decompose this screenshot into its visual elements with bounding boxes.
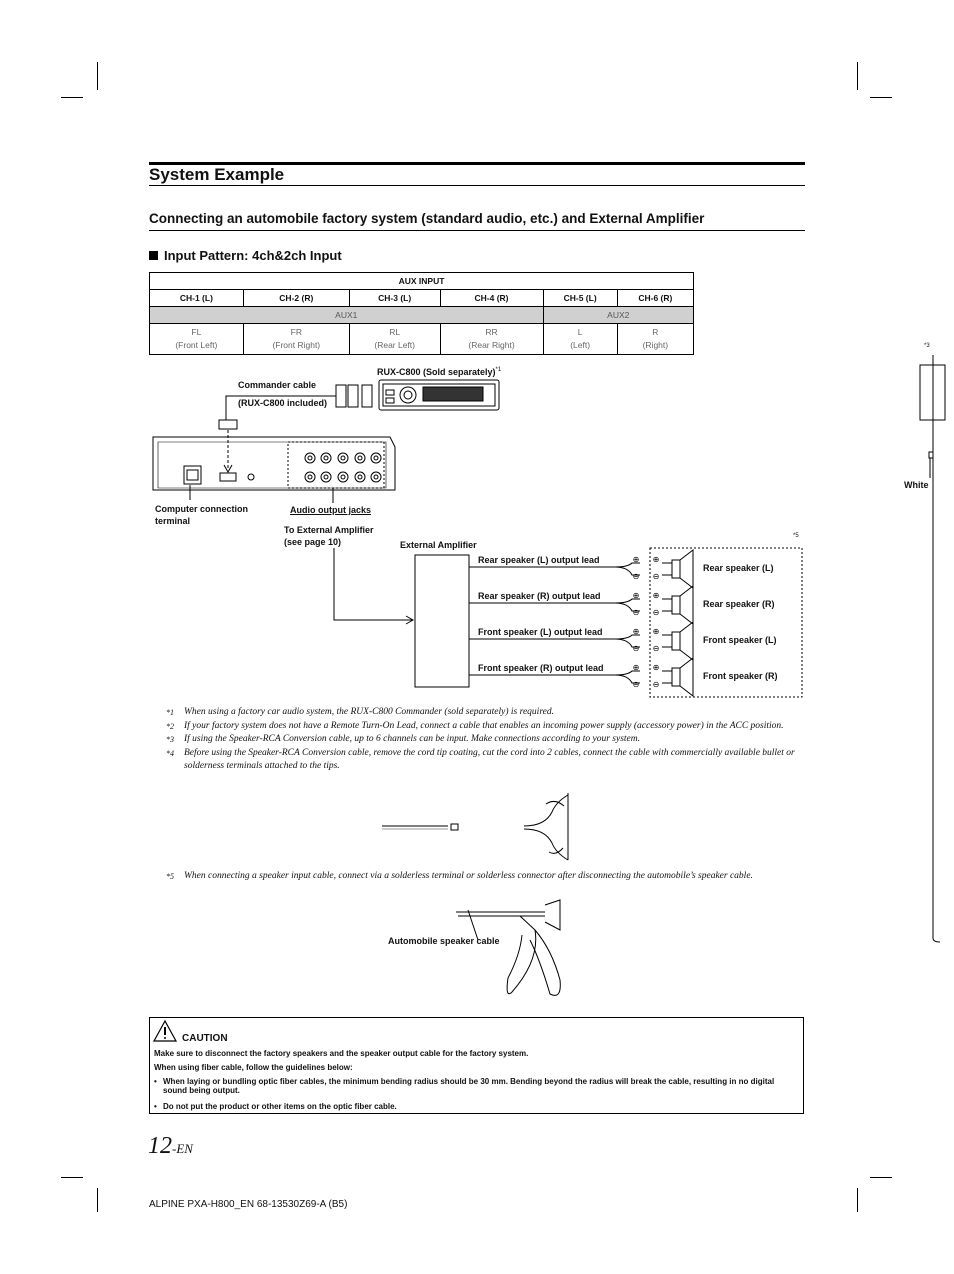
caution-bullet: • When laying or bundling optic fiber cables, the minimum bending radius should be 30 mm. Bending beyond the radius will break the cable, resulting in no digital sound being output. xyxy=(154,1077,775,1095)
channel-header: CH-3 (L) xyxy=(349,290,440,307)
section-title: System Example xyxy=(149,165,285,184)
external-amplifier-label: External Amplifier xyxy=(400,540,477,550)
svg-text:⊕: ⊕ xyxy=(632,555,640,564)
group-aux1: AUX1 xyxy=(150,307,544,324)
speaker-label: Front speaker (L) xyxy=(703,635,777,645)
svg-text:⊖: ⊖ xyxy=(632,608,640,617)
channel-header: CH-5 (L) xyxy=(543,290,617,307)
table-cell: R (Right) xyxy=(617,324,693,355)
commander-included-label: (RUX-C800 included) xyxy=(238,398,328,408)
caution-title: CAUTION xyxy=(182,1033,228,1044)
footnote: *4 Before using the Speaker-RCA Conversion cable, remove the cord tip coating, cut the cord into 2 cables, connect the cable with commercially available bullet or solderness terminals attached to the tips. xyxy=(166,747,795,771)
cord-cut-illustration xyxy=(382,793,568,860)
subtitle: Connecting an automobile factory system (standard audio, etc.) and External Amplifier xyxy=(149,211,705,226)
note3-marker: *3 xyxy=(924,343,930,349)
svg-text:⊖: ⊖ xyxy=(652,644,660,653)
svg-text:⊕: ⊕ xyxy=(652,591,660,600)
computer-connection-label-2: terminal xyxy=(155,516,191,526)
svg-text:⊕: ⊕ xyxy=(632,591,640,600)
svg-text:⊖: ⊖ xyxy=(652,608,660,617)
commander-cable-label: Commander cable xyxy=(238,380,317,390)
pliers-illustration xyxy=(456,900,560,995)
group-aux2: AUX2 xyxy=(543,307,693,324)
footnote-5: *5 When connecting a speaker input cable, connect via a solderless terminal or solderless connector after disconnecting the automobile’s speaker cable. xyxy=(166,871,753,881)
table-cell: FR (Front Right) xyxy=(243,324,349,355)
channel-header: CH-6 (R) xyxy=(617,290,693,307)
caution-line: Make sure to disconnect the factory speakers and the speaker output cable for the factory system. xyxy=(154,1049,529,1058)
caution-line: When using fiber cable, follow the guidelines below: xyxy=(154,1063,353,1072)
rux-label: RUX-C800 (Sold separately)$^{*1}$ xyxy=(377,367,502,377)
speaker-icon xyxy=(662,550,693,588)
rux-c800-unit xyxy=(336,380,499,410)
footer-text: ALPINE PXA-H800_EN 68-13530Z69-A (B5) xyxy=(149,1199,348,1210)
footnote: *1 When using a factory car audio system, the RUX-C800 Commander (sold separately) is required. xyxy=(166,707,555,717)
speaker-label: Front speaker (R) xyxy=(703,671,778,681)
svg-text:⊕: ⊕ xyxy=(652,555,660,564)
channel-header: CH-4 (R) xyxy=(440,290,543,307)
speaker-label: Rear speaker (R) xyxy=(703,599,775,609)
automobile-cable-label: Automobile speaker cable xyxy=(388,936,500,946)
svg-text:⊕: ⊕ xyxy=(652,627,660,636)
page-number: 12-EN xyxy=(148,1133,193,1159)
caution-box xyxy=(149,1017,804,1114)
pattern-title-text: Input Pattern: 4ch&2ch Input xyxy=(164,248,342,263)
note5-marker: *5 xyxy=(793,533,799,539)
speaker-icon xyxy=(662,622,693,660)
lead-label: Rear speaker (R) output lead xyxy=(478,591,601,601)
svg-text:⊖: ⊖ xyxy=(632,572,640,581)
processor-unit xyxy=(153,437,395,490)
table-cell: RR (Rear Right) xyxy=(440,324,543,355)
lead-label: Rear speaker (L) output lead xyxy=(478,555,600,565)
lead-label: Front speaker (L) output lead xyxy=(478,627,603,637)
svg-text:⊕: ⊕ xyxy=(632,627,640,636)
speaker-icon xyxy=(662,658,693,696)
svg-text:⊖: ⊖ xyxy=(632,644,640,653)
external-amplifier-box xyxy=(415,555,469,687)
svg-text:⊖: ⊖ xyxy=(632,680,640,689)
footnote: *2 If your factory system does not have a Remote Turn-On Lead, connect a cable that enables an incoming power supply (accessory power) in the ACC position. xyxy=(166,720,784,731)
svg-text:⊕: ⊕ xyxy=(652,663,660,672)
to-ext-amp-label: To External Amplifier xyxy=(284,525,374,535)
svg-text:⊕: ⊕ xyxy=(632,663,640,672)
white-label: White xyxy=(904,480,929,490)
audio-jacks-label: Audio output jacks xyxy=(290,505,371,515)
table-cell: RL (Rear Left) xyxy=(349,324,440,355)
table-cell: FL (Front Left) xyxy=(150,324,244,355)
speaker-icon xyxy=(662,586,693,624)
channel-header: CH-2 (R) xyxy=(243,290,349,307)
footnotes xyxy=(166,706,806,774)
speaker-label: Rear speaker (L) xyxy=(703,563,774,573)
svg-text:⊖: ⊖ xyxy=(652,680,660,689)
footnote: *3 If using the Speaker-RCA Conversion cable, up to 6 channels can be input. Make connections according to your system. xyxy=(166,734,640,744)
channel-header: CH-1 (L) xyxy=(150,290,244,307)
table-cell: L (Left) xyxy=(543,324,617,355)
caution-bullet: • Do not put the product or other items on the optic fiber cable. xyxy=(154,1102,397,1111)
computer-connection-label: Computer connection xyxy=(155,504,249,514)
table-title: AUX INPUT xyxy=(150,273,694,290)
to-ext-amp-label-2: (see page 10) xyxy=(284,537,342,547)
svg-text:⊖: ⊖ xyxy=(652,572,660,581)
lead-label: Front speaker (R) output lead xyxy=(478,663,604,673)
